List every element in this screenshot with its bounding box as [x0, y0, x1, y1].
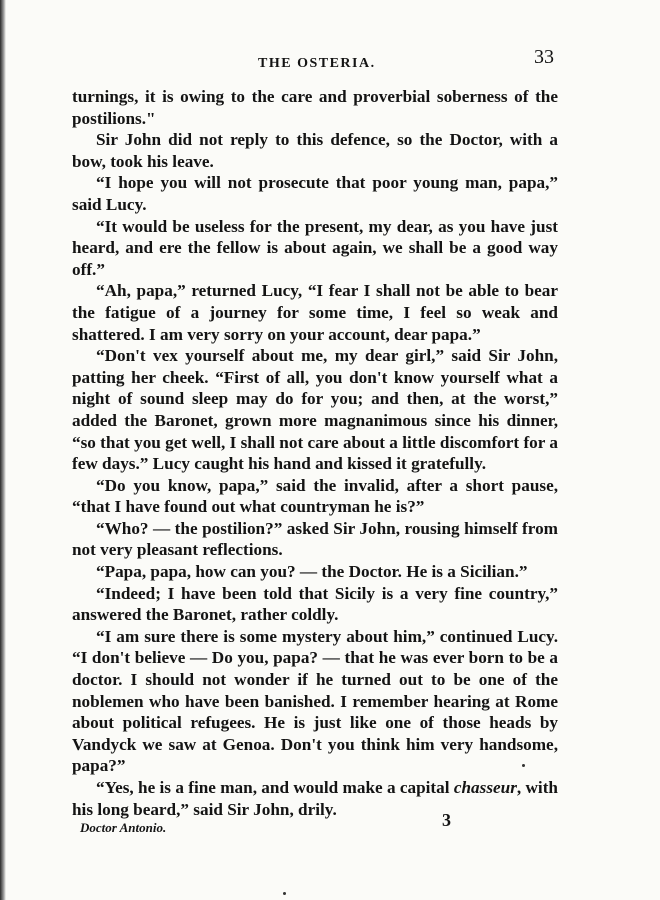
paragraph-2: Sir John did not reply to this defence, so the Doctor, with a bow, took his leave.: [72, 130, 558, 171]
page-number: 33: [534, 46, 554, 68]
page-binding-edge: [0, 0, 6, 900]
ink-speck: [522, 764, 525, 767]
paragraph-8: “Who? — the postilion?” asked Sir John, rousing himself from not very pleasant reflections.: [72, 518, 558, 560]
paragraph-6: “Don't vex yourself about me, my dear girl,” said Sir John, patting her cheek. “First of all, you don't know yourself what a night of sound sleep may do for you; and then, at the worst,” added the Baronet, grown more magnanimous since his dinner, “so that you get well, I shall not care about a little discomfort for a few days.” Lucy caught his hand and kissed it gratefully.: [72, 346, 558, 474]
running-head: THE OSTERIA.: [258, 56, 376, 71]
italic-word: chasseur: [453, 778, 517, 797]
ink-speck: [283, 892, 286, 895]
paragraph-12-end: , with his long beard,” said Sir John, drily.: [72, 778, 558, 819]
paragraph-12-start: “Yes, he is a fine man, and would make a capital: [96, 778, 454, 797]
paragraph-12: [72, 777, 558, 820]
body-text: [72, 86, 558, 820]
paragraph-4: “It would be useless for the present, my dear, as you have just heard, and ere the fellow is about again, we shall be a good way off.”: [72, 216, 558, 279]
paragraph-3: “I hope you will not prosecute that poor young man, papa,” said Lucy.: [72, 173, 558, 214]
signature-mark: 3: [442, 810, 451, 830]
paragraph-5: “Ah, papa,” returned Lucy, “I fear I shall not be able to bear the fatigue of a journey for some time, I feel so weak and shattered. I am very sorry on your account, dear papa.”: [72, 281, 558, 344]
paragraph-1: turnings, it is owing to the care and proverbial soberness of the postilions.": [72, 87, 558, 128]
paragraph-9: “Papa, papa, how can you? — the Doctor. He is a Sicilian.”: [96, 562, 528, 582]
paragraph-7: “Do you know, papa,” said the invalid, after a short pause, “that I have found out what countryman he is?”: [72, 475, 558, 517]
paragraph-10: “Indeed; I have been told that Sicily is a very fine country,” answered the Baronet, rather coldly.: [72, 583, 558, 625]
footer-book-title: Doctor Antonio.: [80, 820, 167, 835]
paragraph-11: “I am sure there is some mystery about him,” continued Lucy. “I don't believe — Do you, papa? — that he was ever born to be a doctor. I should not wonder if he turned out to be one of the noblemen who have been banished. I remember hearing at Rome about political refugees. He is just like one of those heads by Vandyck we saw at Genoa. Don't you think him very handsome, papa?”: [72, 626, 558, 776]
